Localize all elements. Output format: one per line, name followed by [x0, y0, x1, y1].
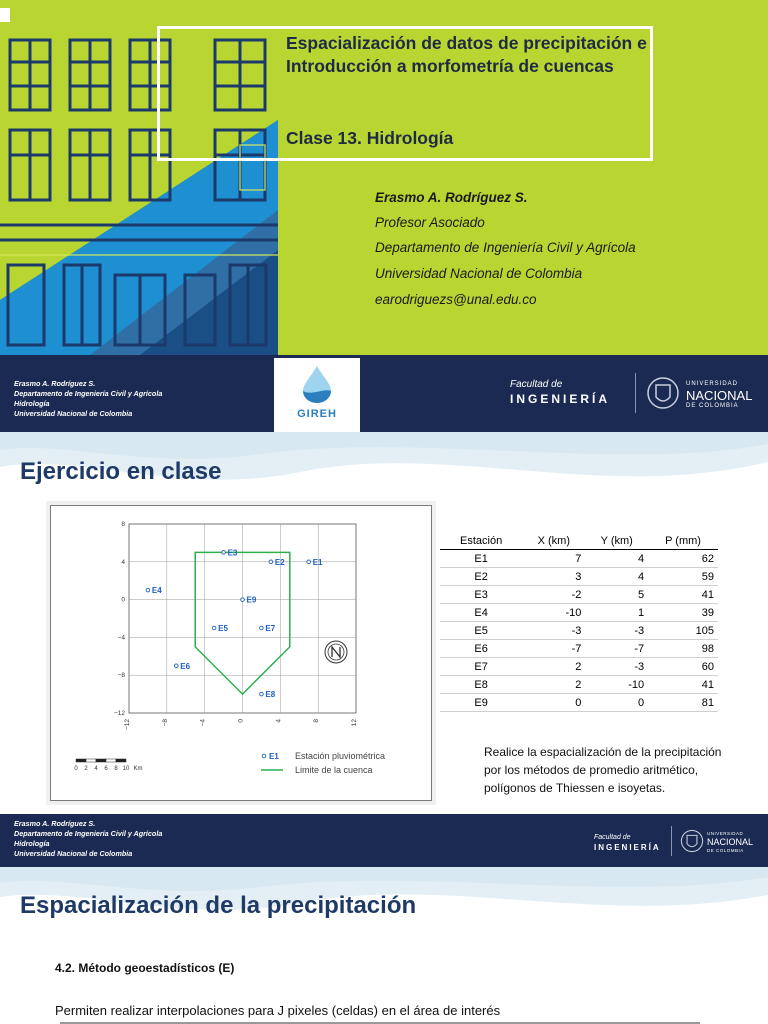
- cell-x: 3: [522, 568, 585, 586]
- footer-university: Universidad Nacional de Colombia: [14, 409, 133, 418]
- table-row: [440, 568, 718, 586]
- shield-icon: [646, 373, 680, 413]
- legend-station-label: E1: [269, 752, 279, 761]
- cell-p: 41: [648, 586, 718, 604]
- cell-x: 0: [522, 694, 585, 712]
- cell-station: E4: [440, 604, 522, 622]
- unal-de-colombia: DE COLOMBIA: [707, 848, 744, 853]
- author-university: Universidad Nacional de Colombia: [375, 266, 583, 281]
- x-tick-label: −12: [124, 719, 131, 731]
- cell-station: E8: [440, 676, 522, 694]
- station-point: [212, 626, 216, 630]
- station-point: [260, 626, 264, 630]
- title-line-1: Espacialización de datos de precipitación e: [286, 33, 647, 53]
- cell-station: E1: [440, 550, 522, 568]
- cell-p: 105: [648, 622, 718, 640]
- gireh-logo: [274, 358, 360, 432]
- station-point: [307, 560, 311, 564]
- station-table: [440, 532, 718, 712]
- cell-station: E7: [440, 658, 522, 676]
- x-tick-label: 8: [313, 719, 321, 723]
- table-row: [440, 658, 718, 676]
- cell-p: 39: [648, 604, 718, 622]
- station-point: [222, 551, 226, 555]
- scale-label: Km: [133, 766, 143, 772]
- table-header: Y (km): [585, 532, 648, 550]
- table-row: [440, 694, 718, 712]
- exercise-title: Ejercicio en clase: [20, 458, 222, 485]
- author-name: Erasmo A. Rodríguez S.: [375, 190, 528, 205]
- x-tick-label: −4: [199, 719, 207, 727]
- scale-segment: [116, 759, 126, 762]
- station-label: E8: [265, 690, 276, 700]
- cell-x: 2: [522, 658, 585, 676]
- ingenieria-label: INGENIERÍA: [510, 392, 611, 406]
- footer-bar: [0, 814, 768, 867]
- facultad-label: Facultad de: [594, 834, 631, 841]
- title-slide: [0, 0, 768, 355]
- y-tick-label: −8: [117, 672, 125, 680]
- station-label: E2: [274, 557, 285, 567]
- table-row: [440, 640, 718, 658]
- footer-department: Departamento de Ingeniería Civil y Agrícola: [14, 829, 163, 838]
- x-tick-label: 0: [237, 719, 245, 723]
- cell-station: E6: [440, 640, 522, 658]
- scale-label: 8: [114, 766, 118, 772]
- station-label: E1: [312, 557, 323, 567]
- map-legend: [261, 751, 385, 775]
- cell-p: 98: [648, 640, 718, 658]
- scale-label: 0: [74, 766, 78, 772]
- cell-p: 60: [648, 658, 718, 676]
- unal-de-colombia: DE COLOMBIA: [686, 403, 739, 409]
- scale-segment: [76, 759, 86, 762]
- footer-author: Erasmo A. Rodríguez S.: [14, 379, 96, 388]
- cell-y: -3: [585, 622, 648, 640]
- cell-y: -7: [585, 640, 648, 658]
- cell-x: 7: [522, 550, 585, 568]
- footer-department: Departamento de Ingeniería Civil y Agrícola: [14, 389, 163, 398]
- cell-y: 1: [585, 604, 648, 622]
- method-slide: [0, 867, 768, 1024]
- station-label: E7: [265, 623, 276, 633]
- cell-p: 62: [648, 550, 718, 568]
- section-heading: 4.2. Método geoestadísticos (E): [55, 961, 235, 975]
- station-label: E5: [218, 623, 228, 633]
- unal-nacional: NACIONAL: [686, 388, 753, 403]
- class-subtitle: Clase 13. Hidrología: [286, 128, 454, 148]
- instruction-line: Realice la espacialización de la precipitación: [484, 745, 722, 759]
- table-row: [440, 586, 718, 604]
- author-position: Profesor Asociado: [375, 215, 485, 230]
- y-tick-label: −12: [113, 710, 125, 717]
- cell-station: E9: [440, 694, 522, 712]
- table-header: Estación: [440, 532, 522, 550]
- unal-universidad: UNIVERSIDAD: [686, 381, 739, 387]
- scale-bar: [74, 759, 142, 772]
- gireh-text: GIREH: [297, 408, 337, 420]
- y-tick-label: 0: [121, 596, 125, 604]
- cell-p: 59: [648, 568, 718, 586]
- method-title: Espacialización de la precipitación: [20, 892, 417, 919]
- unal-nacional: NACIONAL: [707, 837, 754, 847]
- station-label: E4: [151, 586, 162, 596]
- y-tick-label: 8: [121, 521, 125, 528]
- station-map-figure: [50, 505, 432, 801]
- scale-label: 6: [104, 766, 108, 772]
- cell-x: 2: [522, 676, 585, 694]
- logo-divider: [635, 373, 636, 413]
- shield-icon: [680, 826, 704, 856]
- scale-segment: [106, 759, 116, 762]
- table-row: [440, 622, 718, 640]
- station-point: [241, 598, 245, 602]
- instruction-line: por los métodos de promedio aritmético,: [484, 763, 699, 777]
- legend-station-text: Estación pluviométrica: [295, 751, 386, 761]
- station-map: [51, 506, 431, 800]
- table-row: [440, 604, 718, 622]
- cell-x: -2: [522, 586, 585, 604]
- x-tick-label: −8: [161, 719, 169, 727]
- cell-station: E5: [440, 622, 522, 640]
- scale-segment: [96, 759, 106, 762]
- instruction-line: polígonos de Thiessen e isoyetas.: [484, 781, 666, 795]
- y-tick-label: −4: [117, 634, 125, 642]
- station-point: [174, 664, 178, 668]
- legend-station-marker: [262, 754, 266, 758]
- table-row: [440, 676, 718, 694]
- table-row: [440, 550, 718, 568]
- logo-divider: [671, 826, 672, 856]
- cell-station: E3: [440, 586, 522, 604]
- cell-x: -3: [522, 622, 585, 640]
- footer-course: Hidrología: [14, 839, 50, 848]
- footer-bar: [0, 355, 768, 432]
- footer-university: Universidad Nacional de Colombia: [14, 849, 133, 858]
- method-paragraph: Permiten realizar interpolaciones para J pixeles (celdas) en el área de interés: [55, 1003, 501, 1018]
- facultad-label: Facultad de: [510, 379, 563, 390]
- cell-p: 41: [648, 676, 718, 694]
- cell-x: -10: [522, 604, 585, 622]
- table-header: X (km): [522, 532, 585, 550]
- station-point: [269, 560, 273, 564]
- cell-y: 4: [585, 568, 648, 586]
- exercise-instructions: [484, 743, 721, 797]
- scale-label: 2: [84, 766, 88, 772]
- table-header: P (mm): [648, 532, 718, 550]
- cell-y: -10: [585, 676, 648, 694]
- scale-label: 10: [122, 766, 130, 772]
- station-point: [260, 692, 264, 696]
- cell-x: -7: [522, 640, 585, 658]
- footer-author: Erasmo A. Rodríguez S.: [14, 819, 96, 828]
- footer-course: Hidrología: [14, 399, 50, 408]
- cell-y: 0: [585, 694, 648, 712]
- station-point: [146, 588, 150, 592]
- legend-basin-text: Limite de la cuenca: [295, 765, 373, 775]
- map-stations: [146, 548, 323, 699]
- scale-label: 4: [94, 766, 98, 772]
- ingenieria-label: INGENIERÍA: [594, 843, 661, 852]
- x-tick-label: 12: [351, 719, 358, 727]
- cell-y: -3: [585, 658, 648, 676]
- cell-p: 81: [648, 694, 718, 712]
- cell-y: 4: [585, 550, 648, 568]
- station-label: E6: [180, 661, 191, 671]
- cell-station: E2: [440, 568, 522, 586]
- cut-off-line: [60, 1020, 700, 1024]
- unal-universidad: UNIVERSIDAD: [707, 831, 744, 836]
- station-label: E3: [227, 548, 238, 558]
- scale-segment: [86, 759, 96, 762]
- author-email[interactable]: earodriguezs@unal.edu.co: [375, 292, 537, 307]
- y-tick-label: 4: [121, 558, 125, 566]
- north-arrow-icon: [325, 641, 347, 663]
- cell-y: 5: [585, 586, 648, 604]
- station-label: E9: [246, 595, 257, 605]
- x-tick-label: 4: [275, 719, 283, 723]
- water-drop-icon: [300, 364, 334, 404]
- author-department: Departamento de Ingeniería Civil y Agrícola: [375, 240, 636, 255]
- title-line-2: Introducción a morfometría de cuencas: [286, 56, 614, 76]
